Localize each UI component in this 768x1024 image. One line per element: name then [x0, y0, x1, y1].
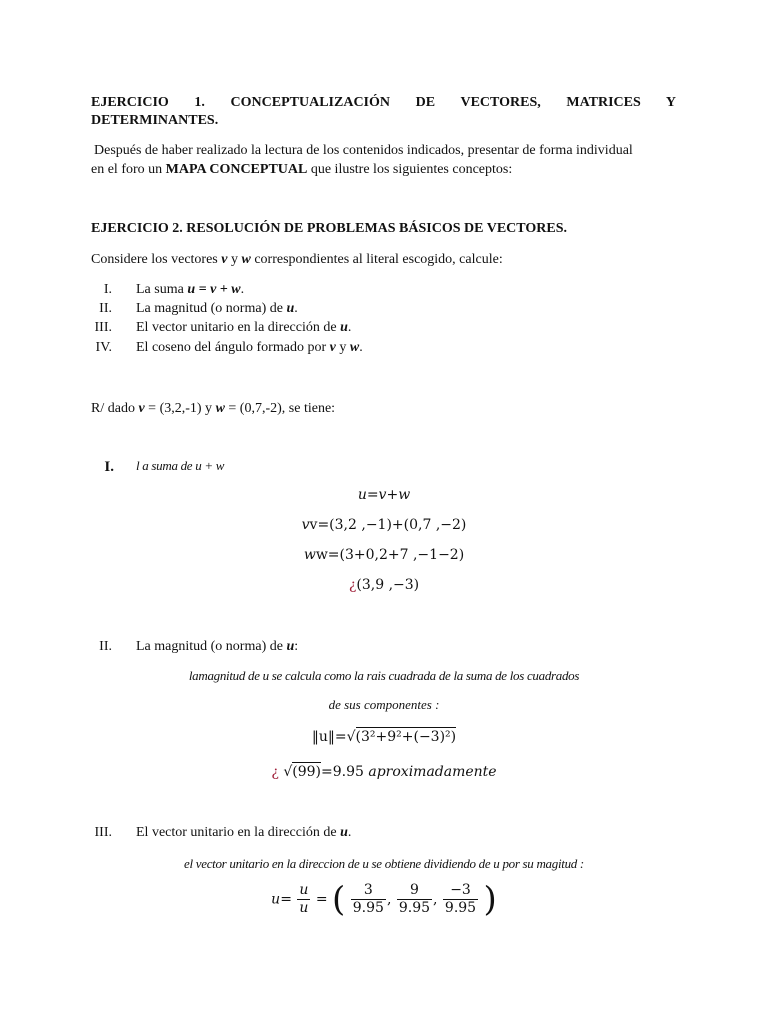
norm-lhs: ‖u‖= [311, 729, 347, 745]
ex1-title-line1: EJERCICIO 1. CONCEPTUALIZACIÓN DE VECTORES, MATRICES Y [91, 95, 676, 110]
fraction-component-x: $\frac{3}{9.95}$ [352, 882, 384, 916]
ex1-paragraph-line2: en el foro un MAPA CONCEPTUAL que ilustre los siguientes conceptos: [91, 162, 513, 177]
norm-result-radicand: (99) [292, 764, 322, 780]
norm-radicand: (3²+9²+(−3)²) [355, 729, 457, 745]
fraction-u-over-u: $\frac{u}{u}$ [299, 882, 309, 916]
eq-substitution: vv=(3,2 ,−1)+(0,7 ,−2) [301, 517, 467, 533]
part3-numeral: III. [94, 825, 112, 840]
eq-substitution-text: v=(3,2 ,−1)+(0,7 ,−2) [309, 517, 467, 533]
sqrt-icon: √ [346, 729, 356, 745]
part3-explanation: el vector unitario en la direccion de u se obtiene dividiendo de u por su magitud : [184, 856, 584, 871]
part2-explanation-line1: lamagnitud de u se calcula como la rais cuadrada de la suma de los cuadrados [188, 668, 580, 683]
eq-u-sum: u=v+w [357, 487, 411, 503]
inverted-question-symbol: ¿ [271, 764, 279, 780]
part2-explanation-line2: de sus componentes : [328, 697, 440, 712]
eq-add-components-text: w=(3+0,2+7 ,−1−2) [315, 547, 465, 563]
fraction-component-y: $\frac{9}{9.95}$ [398, 882, 431, 916]
unit-vector-equation: u= $\frac{u}{u}$ = ( $\frac{3}{9.95}$ , $\frac{9}{9.95}$ , $\frac{-3}{9.95}$ ) [271, 879, 497, 920]
inverted-question-symbol: ¿ [348, 577, 357, 593]
answer-intro: R/ dado v = (3,2,-1) y w = (0,7,-2), se tiene: [91, 401, 336, 416]
norm-equation [0, 729, 768, 745]
part3-heading: El vector unitario en la dirección de u. [136, 825, 352, 840]
eq-result [0, 577, 768, 593]
fraction-component-z: $\frac{-3}{9.95}$ [444, 882, 477, 916]
part2-heading: La magnitud (o norma) de u: [136, 639, 299, 654]
part1-numeral: I. [104, 459, 114, 475]
eq-result-text: (3,9 ,−3) [356, 577, 420, 593]
eq-add-components: ww=(3+0,2+7 ,−1−2) [303, 547, 465, 563]
ex2-intro: Considere los vectores v y w correspondientes al literal escogido, calcule: [91, 252, 503, 267]
norm-result-value: =9.95 [321, 764, 364, 780]
norm-result [0, 764, 768, 780]
mapa-conceptual-text: MAPA CONCEPTUAL [165, 162, 308, 177]
norm-result-word: aproximadamente [368, 764, 497, 780]
part1-label: l a suma de u + w [136, 458, 225, 473]
part2-numeral: II. [99, 639, 112, 654]
sqrt-icon: √ [283, 764, 293, 780]
ex1-title-line2: DETERMINANTES. [91, 113, 219, 128]
ex1-paragraph-line1: Después de haber realizado la lectura de los contenidos indicados, presentar de forma individual [94, 143, 633, 158]
ex2-title: EJERCICIO 2. RESOLUCIÓN DE PROBLEMAS BÁSICOS DE VECTORES. [91, 221, 567, 236]
